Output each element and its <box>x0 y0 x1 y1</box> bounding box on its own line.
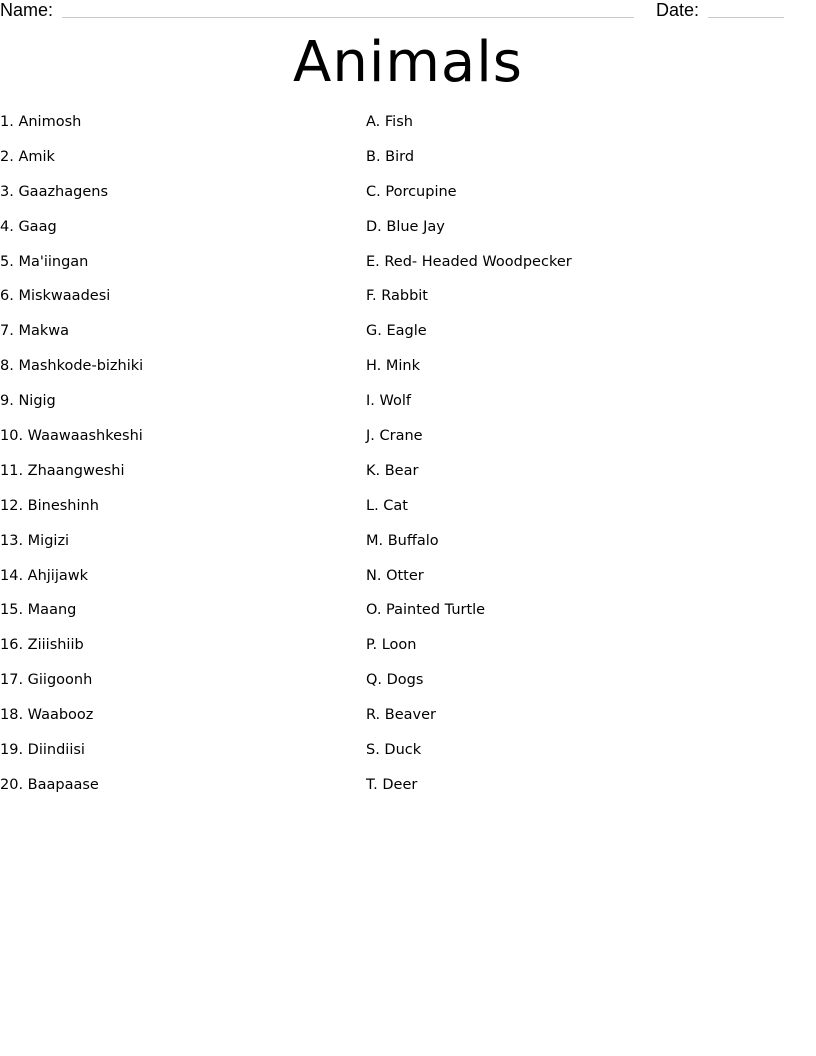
term-item: 5. Ma'iingan <box>0 253 89 270</box>
term-item: 17. Giigoonh <box>0 672 93 689</box>
term-item: 8. Mashkode-bizhiki <box>0 358 144 375</box>
worksheet-header <box>0 0 816 22</box>
answer-item: R. Beaver <box>366 707 436 724</box>
ojibwe-terms-list <box>0 111 340 809</box>
answer-item: T. Deer <box>366 776 418 793</box>
term-item: 14. Ahjijawk <box>0 567 89 584</box>
term-item: 16. Ziiishiib <box>0 637 84 654</box>
answer-item: I. Wolf <box>366 393 411 410</box>
term-item: 19. Diindiisi <box>0 742 85 759</box>
answer-item: G. Eagle <box>366 323 427 340</box>
answer-item: D. Blue Jay <box>366 218 445 235</box>
term-item: 11. Zhaangweshi <box>0 462 125 479</box>
answer-item: O. Painted Turtle <box>366 602 486 619</box>
answer-item: P. Loon <box>366 637 417 654</box>
english-answers-list <box>366 111 806 809</box>
term-item: 12. Bineshinh <box>0 497 99 514</box>
term-item: 15. Maang <box>0 602 77 619</box>
term-item: 6. Miskwaadesi <box>0 288 111 305</box>
term-item: 4. Gaag <box>0 218 57 235</box>
answer-item: A. Fish <box>366 114 413 130</box>
answer-item: H. Mink <box>366 358 420 375</box>
answer-item: F. Rabbit <box>366 288 428 305</box>
answer-item: N. Otter <box>366 567 424 584</box>
term-item: 18. Waabooz <box>0 707 94 724</box>
term-item: 7. Makwa <box>0 323 69 340</box>
term-item: 1. Animosh <box>0 114 82 130</box>
answer-item: K. Bear <box>366 462 419 479</box>
name-label: Name: <box>0 0 54 20</box>
answer-item: M. Buffalo <box>366 532 439 549</box>
page-title: Animals <box>293 30 523 95</box>
answer-item: B. Bird <box>366 148 415 165</box>
answer-item: L. Cat <box>366 497 408 514</box>
date-label: Date: <box>656 0 700 20</box>
answer-item: E. Red- Headed Woodpecker <box>366 253 572 270</box>
name-write-line[interactable] <box>62 17 634 18</box>
term-item: 13. Migizi <box>0 532 70 549</box>
term-item: 2. Amik <box>0 148 55 165</box>
term-item: 3. Gaazhagens <box>0 183 109 200</box>
term-item: 10. Waawaashkeshi <box>0 428 143 445</box>
answer-item: C. Porcupine <box>366 183 457 200</box>
term-item: 9. Nigig <box>0 393 56 410</box>
answer-item: J. Crane <box>366 428 423 445</box>
date-write-line[interactable] <box>708 17 784 18</box>
answer-item: S. Duck <box>366 742 422 759</box>
answer-item: Q. Dogs <box>366 672 424 689</box>
term-item: 20. Baapaase <box>0 776 99 793</box>
